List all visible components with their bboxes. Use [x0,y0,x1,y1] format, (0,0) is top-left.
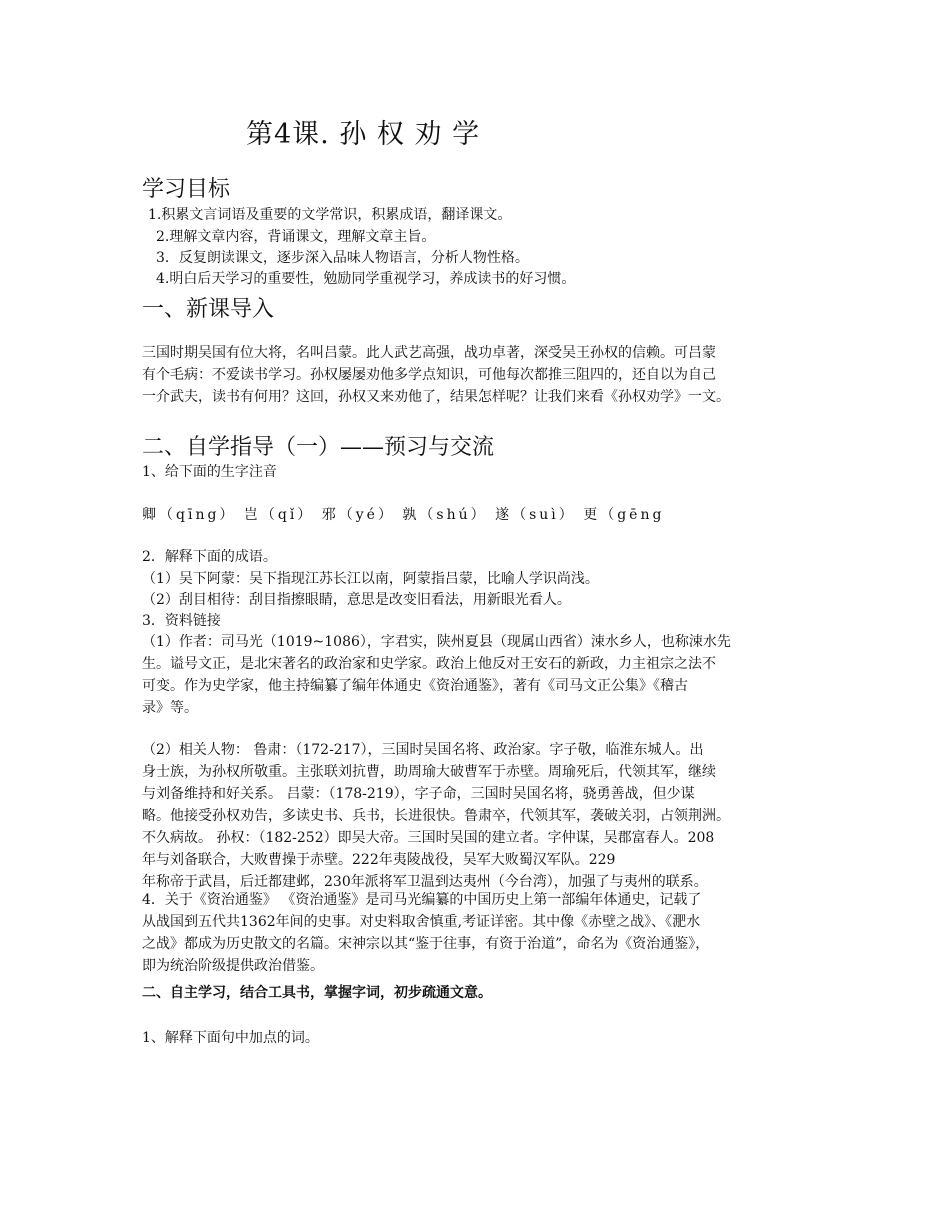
people-paragraph [142,739,822,893]
intro-paragraph [142,342,822,408]
goals-heading: 学习目标 [142,177,231,202]
people-line: 略。他接受孙权劝告，多读史书、兵书，长进很快。鲁肃卒，代领其军，袭破关羽，占领荆洲。 [142,808,730,824]
idiom-item-2: （2）刮目相待：刮目指擦眼睛，意思是改变旧看法，用新眼光看人。 [142,592,571,608]
goal-item-2: 2.理解文章内容，背诵课文，理解文章主旨。 [156,229,436,245]
zztj-line: 即为统治阶级提供政治借鉴。 [142,958,324,974]
author-line: 生。谥号文正，是北宋著名的政治家和史学家。政治上他反对王安石的新政，力主祖宗之法不 [142,656,716,672]
zztj-line: 4．关于《资治通鉴》 《资治通鉴》是司马光编纂的中国历史上第一部编年体通史，记载了 [142,892,702,908]
idiom-item-1: （1）吴下阿蒙：吴下指现江苏长江以南，阿蒙指吕蒙，比喻人学识尚浅。 [142,571,599,587]
author-paragraph [142,631,822,719]
intro-heading: 一、新课导入 [142,297,275,322]
people-line: （2）相关人物： 鲁肃：（172-217），三国时吴国名将、政治家。字子敬，临淮东城人。出 [142,742,704,758]
goal-item-3: 3．反复朗读课文，逐步深入品味人物语言，分析人物性格。 [156,250,529,266]
intro-line: 三国时期吴国有位大将，名叫吕蒙。此人武艺高强，战功卓著，深受吴王孙权的信赖。可吕蒙 [142,345,716,361]
zztj-line: 从战国到五代共1362年间的史事。对史料取舍慎重,考证详密。其中像《赤壁之战》、《淝水 [142,914,701,930]
zztj-line: 之战》都成为历史散文的名篇。宋神宗以其“鉴于往事，有资于治道”，命名为《资治通鉴》， [142,936,710,952]
links-heading: 3．资料链接 [142,613,221,629]
goal-item-4: 4.明白后天学习的重要性，勉励同学重视学习，养成读书的好习惯。 [156,271,576,287]
author-line: 可变。作为史学家，他主持编纂了编年体通史《资治通鉴》，著有《司马文正公集》《稽古 [142,678,688,694]
intro-line: 有个毛病：不爱读书学习。孙权屡屡劝他多学点知识，可他每次都推三阻四的，还自以为自己 [142,367,716,383]
author-line: 录》等。 [142,700,198,716]
lesson-title: 第4课. 孙 权 劝 学 [246,119,481,150]
pinyin-heading: 1、给下面的生字注音 [142,464,277,480]
autonomous-task: 1、解释下面句中加点的词。 [142,1030,319,1046]
people-line: 身士族，为孙权所敬重。主张联刘抗曹，助周瑜大破曹军于赤壁。周瑜死后，代领其军，继续 [142,764,716,780]
autonomous-heading: 二、自主学习，结合工具书，掌握字词，初步疏通文意。 [142,985,492,1001]
people-line: 不久病故。 孙权：（182-252）即吴大帝。三国时吴国的建立者。字仲谋，吴郡富春人。208 [142,830,715,846]
zztj-paragraph [142,889,822,977]
intro-line: 一介武夫，读书有何用？这回，孙权又来劝他了，结果怎样呢？让我们来看《孙权劝学》一文。 [142,389,730,405]
people-line: 年与刘备联合，大败曹操于赤壁。222年夷陵战役，吴军大败蜀汉军队。229 [142,852,616,868]
goal-item-1: 1.积累文言词语及重要的文学常识，积累成语，翻译课文。 [148,207,512,223]
idioms-heading: 2．解释下面的成语。 [142,549,277,565]
people-line: 年称帝于武昌，后迁都建邺，230年派将军卫温到达夷州（今台湾），加强了与夷州的联系。 [142,874,708,890]
author-line: （1）作者：司马光（1019~1086），字君实，陕州夏县（现属山西省）涑水乡人，也称涑水先 [142,634,731,650]
pinyin-line: 卿（qīng） 岂（qǐ） 邪（yé） 孰（shú） 遂（suì） 更（gēng [142,507,665,523]
self-study-heading: 二、自学指导（一）——预习与交流 [142,435,495,460]
people-line: 与刘备维持和好关系。 吕蒙：（178-219），字子命，三国时吴国名将，骁勇善战，但少谋 [142,786,695,802]
